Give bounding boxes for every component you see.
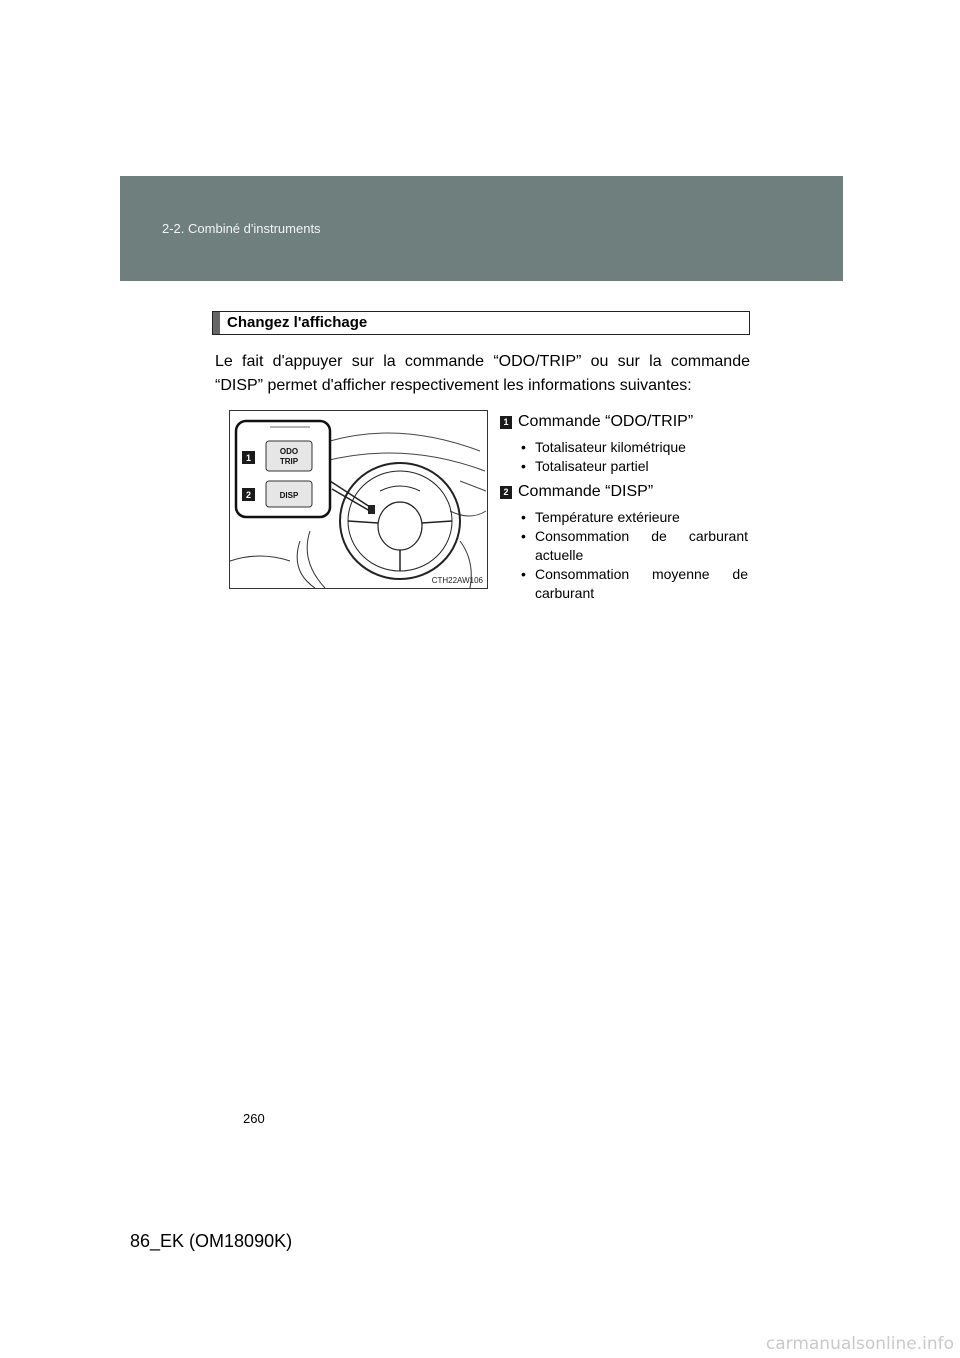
badge-1: 1 (500, 416, 512, 429)
command-odo-trip (500, 412, 748, 432)
section-accent (213, 312, 220, 334)
figure-code: CTH22AW106 (431, 576, 483, 585)
document-code: 86_EK (OM18090K) (130, 1231, 293, 1251)
list-item: • Consommation moyenne de carburant (521, 566, 748, 601)
odo-label: ODO (279, 447, 299, 456)
section-heading (212, 311, 750, 335)
bullet: • (521, 509, 526, 525)
command-label: Commande “ODO/TRIP” (518, 413, 694, 430)
badge-2: 2 (500, 486, 512, 499)
command-list (500, 412, 748, 609)
chapter-title: 2-2. Combiné d'instruments (162, 221, 321, 236)
intro-paragraph: Le fait d'appuyer sur la commande “ODO/TRIP” ou sur la commande “DISP” permet d'afficher respectivement les informations suivantes: (215, 353, 750, 394)
page-number: 260 (243, 1111, 265, 1126)
odo-trip-items (500, 438, 748, 476)
figure-badge-1: 1 (245, 453, 252, 463)
disp-label: DISP (279, 491, 299, 500)
watermark: carmanualsonline.info (765, 1334, 954, 1354)
list-item: • Totalisateur kilométrique (521, 439, 686, 455)
section-title: Changez l'affichage (227, 314, 368, 331)
page-header (120, 176, 843, 281)
list-item: • Totalisateur partiel (521, 458, 649, 474)
list-item: • Consommation de carburant actuelle (521, 528, 748, 563)
command-disp (500, 482, 748, 502)
list-item: • Température extérieure (521, 509, 680, 525)
steering-wheel-drawing (230, 411, 487, 588)
disp-items (500, 508, 748, 603)
trip-label: TRIP (279, 457, 299, 466)
steering-wheel-illustration (229, 410, 488, 589)
bullet: • (521, 566, 526, 582)
bullet: • (521, 439, 526, 455)
bullet: • (521, 458, 526, 474)
figure-badge-2: 2 (245, 490, 252, 500)
bullet: • (521, 528, 526, 544)
command-label: Commande “DISP” (518, 483, 654, 500)
